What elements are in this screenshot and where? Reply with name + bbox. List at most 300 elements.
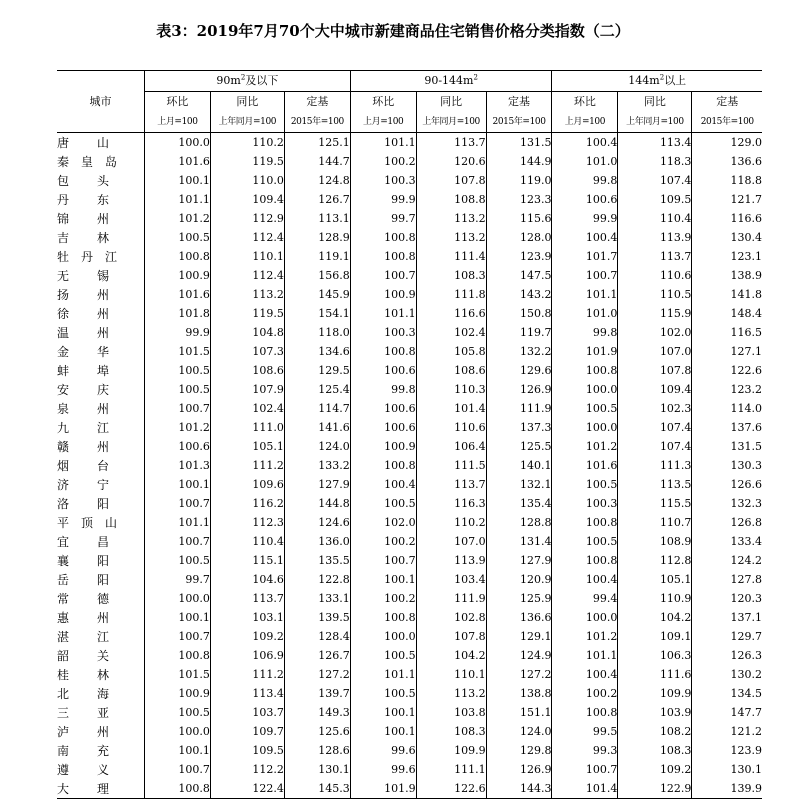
index-value-cell: 127.2 [486,665,552,684]
index-value-cell: 140.1 [486,456,552,475]
index-value-cell: 127.9 [284,475,350,494]
index-value-cell: 110.4 [210,532,284,551]
index-value-cell: 101.1 [552,646,618,665]
index-value-cell: 100.9 [350,285,416,304]
index-value-cell: 100.4 [552,570,618,589]
city-name: 惠 州 [57,610,109,625]
index-value-cell: 139.5 [284,608,350,627]
index-value-cell: 101.2 [552,627,618,646]
city-cell [57,532,144,551]
index-value-cell: 100.8 [552,703,618,722]
index-value-cell: 113.9 [416,551,486,570]
index-value-cell: 99.6 [350,760,416,779]
unit-label: 上年同月=100 [416,112,486,133]
index-value-cell: 113.7 [416,475,486,494]
index-value-cell: 100.9 [144,266,210,285]
index-value-cell: 125.9 [486,589,552,608]
table-row [57,703,762,722]
index-value-cell: 119.1 [284,247,350,266]
index-value-cell: 154.1 [284,304,350,323]
index-value-cell: 113.4 [618,133,692,153]
index-value-cell: 110.6 [416,418,486,437]
city-name: 常 德 [57,591,109,606]
index-value-cell: 111.5 [416,456,486,475]
city-name: 赣 州 [57,439,109,454]
index-value-cell: 100.8 [552,513,618,532]
index-value-cell: 126.9 [486,380,552,399]
city-name: 包 头 [57,173,109,188]
index-value-cell: 100.7 [552,266,618,285]
index-value-cell: 100.8 [350,342,416,361]
index-value-cell: 100.0 [552,418,618,437]
index-value-cell: 132.3 [692,494,762,513]
index-value-cell: 110.9 [618,589,692,608]
index-value-cell: 130.3 [692,456,762,475]
index-value-cell: 100.5 [144,228,210,247]
index-value-cell: 113.2 [416,684,486,703]
index-value-cell: 100.8 [144,779,210,799]
table-row [57,589,762,608]
index-value-cell: 100.1 [350,570,416,589]
index-value-cell: 123.9 [486,247,552,266]
index-value-cell: 111.0 [210,418,284,437]
index-value-cell: 108.6 [416,361,486,380]
index-value-cell: 101.0 [552,152,618,171]
index-value-cell: 145.9 [284,285,350,304]
table-row [57,741,762,760]
index-value-cell: 111.6 [618,665,692,684]
index-value-cell: 125.1 [284,133,350,153]
index-value-cell: 126.7 [284,190,350,209]
table-row [57,665,762,684]
city-cell [57,551,144,570]
table-row [57,779,762,799]
index-value-cell: 100.7 [144,494,210,513]
index-value-cell: 122.8 [284,570,350,589]
index-value-cell: 109.4 [618,380,692,399]
index-value-cell: 131.5 [486,133,552,153]
index-value-cell: 101.6 [552,456,618,475]
city-name: 宜 昌 [57,534,109,549]
city-cell [57,133,144,153]
index-value-cell: 100.8 [552,551,618,570]
index-value-cell: 99.9 [350,190,416,209]
index-value-cell: 150.8 [486,304,552,323]
index-value-cell: 108.8 [416,190,486,209]
sub-header-yoy: 同比 [618,92,692,113]
sub-header-yoy: 同比 [416,92,486,113]
sub-header-base: 定基 [692,92,762,113]
index-value-cell: 110.2 [210,133,284,153]
index-value-cell: 128.8 [486,513,552,532]
index-value-cell: 104.2 [416,646,486,665]
table-row [57,551,762,570]
index-value-cell: 135.4 [486,494,552,513]
index-value-cell: 102.8 [416,608,486,627]
city-cell [57,741,144,760]
city-name: 北 海 [57,686,109,701]
city-cell [57,494,144,513]
index-value-cell: 99.8 [552,171,618,190]
city-name: 湛 江 [57,629,109,644]
index-value-cell: 100.0 [552,608,618,627]
index-value-cell: 105.1 [618,570,692,589]
city-name: 襄 阳 [57,553,109,568]
index-value-cell: 139.7 [284,684,350,703]
table-row [57,532,762,551]
table-row [57,304,762,323]
index-value-cell: 133.1 [284,589,350,608]
city-cell [57,190,144,209]
index-value-cell: 122.6 [692,361,762,380]
table-row [57,133,762,153]
index-value-cell: 100.5 [350,494,416,513]
index-value-cell: 101.5 [144,665,210,684]
index-value-cell: 127.9 [486,551,552,570]
city-name: 无 锡 [57,268,109,283]
index-value-cell: 123.2 [692,380,762,399]
index-value-cell: 100.7 [144,627,210,646]
index-value-cell: 138.9 [692,266,762,285]
index-value-cell: 110.3 [416,380,486,399]
index-value-cell: 100.1 [144,475,210,494]
index-value-cell: 101.0 [552,304,618,323]
index-value-cell: 124.2 [692,551,762,570]
city-name: 平顶山 [57,515,117,530]
city-cell [57,304,144,323]
city-name: 秦皇岛 [57,154,117,169]
index-value-cell: 100.5 [552,532,618,551]
index-value-cell: 113.4 [210,684,284,703]
index-value-cell: 101.1 [350,665,416,684]
index-value-cell: 100.7 [144,532,210,551]
index-value-cell: 128.0 [486,228,552,247]
index-value-cell: 134.6 [284,342,350,361]
unit-label: 上年同月=100 [618,112,692,133]
index-value-cell: 109.6 [210,475,284,494]
index-value-cell: 132.2 [486,342,552,361]
group-header-large: $144m^2$以上 [552,71,762,92]
city-cell [57,171,144,190]
index-value-cell: 127.1 [692,342,762,361]
index-value-cell: 107.4 [618,437,692,456]
city-cell [57,418,144,437]
index-value-cell: 111.2 [210,456,284,475]
table-row [57,342,762,361]
index-value-cell: 113.9 [618,228,692,247]
city-column-header: 城市 [57,71,144,133]
index-value-cell: 103.4 [416,570,486,589]
index-value-cell: 130.4 [692,228,762,247]
index-value-cell: 100.5 [144,703,210,722]
index-value-cell: 100.8 [552,361,618,380]
index-value-cell: 103.1 [210,608,284,627]
index-value-cell: 118.3 [618,152,692,171]
city-name: 九 江 [57,420,109,435]
index-value-cell: 129.1 [486,627,552,646]
index-value-cell: 151.1 [486,703,552,722]
city-name: 岳 阳 [57,572,109,587]
city-name: 牡丹江 [57,249,117,264]
index-value-cell: 100.7 [350,551,416,570]
index-value-cell: 101.9 [552,342,618,361]
table-row [57,247,762,266]
index-value-cell: 139.9 [692,779,762,799]
index-value-cell: 124.0 [486,722,552,741]
index-value-cell: 136.0 [284,532,350,551]
index-value-cell: 127.8 [692,570,762,589]
index-value-cell: 101.4 [552,779,618,799]
index-value-cell: 110.1 [416,665,486,684]
city-name: 唐 山 [57,135,109,150]
index-value-cell: 129.7 [692,627,762,646]
index-value-cell: 107.0 [416,532,486,551]
index-value-cell: 100.7 [350,266,416,285]
sub-header-base: 定基 [284,92,350,113]
index-value-cell: 103.8 [416,703,486,722]
table-row [57,684,762,703]
index-value-cell: 100.4 [552,228,618,247]
index-value-cell: 119.5 [210,152,284,171]
index-value-cell: 141.6 [284,418,350,437]
city-cell [57,627,144,646]
index-value-cell: 100.9 [350,437,416,456]
index-value-cell: 141.8 [692,285,762,304]
unit-label: 上月=100 [552,112,618,133]
index-value-cell: 112.4 [210,228,284,247]
unit-label: 2015年=100 [284,112,350,133]
index-value-cell: 100.3 [552,494,618,513]
table-row [57,190,762,209]
index-value-cell: 111.2 [210,665,284,684]
index-value-cell: 126.7 [284,646,350,665]
city-name: 吉 林 [57,230,109,245]
index-value-cell: 107.4 [618,171,692,190]
city-cell [57,779,144,799]
city-cell [57,646,144,665]
index-value-cell: 149.3 [284,703,350,722]
city-name: 丹 东 [57,192,109,207]
index-value-cell: 115.5 [618,494,692,513]
index-value-cell: 112.9 [210,209,284,228]
index-value-cell: 135.5 [284,551,350,570]
index-value-cell: 113.7 [618,247,692,266]
index-value-cell: 137.6 [692,418,762,437]
city-cell [57,684,144,703]
city-name: 金 华 [57,344,109,359]
index-value-cell: 100.6 [350,418,416,437]
index-value-cell: 101.2 [144,418,210,437]
index-value-cell: 100.0 [350,627,416,646]
index-value-cell: 106.9 [210,646,284,665]
index-value-cell: 99.7 [350,209,416,228]
index-value-cell: 109.1 [618,627,692,646]
index-value-cell: 102.0 [350,513,416,532]
city-cell [57,285,144,304]
index-value-cell: 104.6 [210,570,284,589]
index-value-cell: 101.9 [350,779,416,799]
index-value-cell: 129.0 [692,133,762,153]
index-value-cell: 100.6 [552,190,618,209]
index-value-cell: 118.8 [692,171,762,190]
index-value-cell: 110.1 [210,247,284,266]
index-value-cell: 100.1 [144,741,210,760]
index-value-cell: 107.8 [416,627,486,646]
city-cell [57,760,144,779]
index-value-cell: 107.8 [416,171,486,190]
city-cell [57,722,144,741]
index-value-cell: 100.4 [552,133,618,153]
index-value-cell: 131.5 [692,437,762,456]
index-value-cell: 113.7 [416,133,486,153]
city-cell [57,608,144,627]
index-value-cell: 113.2 [210,285,284,304]
index-value-cell: 119.7 [486,323,552,342]
index-value-cell: 125.5 [486,437,552,456]
index-value-cell: 101.5 [144,342,210,361]
index-value-cell: 100.9 [144,684,210,703]
index-value-cell: 100.2 [350,589,416,608]
index-value-cell: 100.5 [144,380,210,399]
table-row [57,228,762,247]
city-cell [57,570,144,589]
index-value-cell: 116.3 [416,494,486,513]
index-value-cell: 124.9 [486,646,552,665]
index-value-cell: 103.9 [618,703,692,722]
city-name: 三 亚 [57,705,109,720]
index-value-cell: 116.6 [416,304,486,323]
city-cell [57,247,144,266]
index-value-cell: 109.7 [210,722,284,741]
index-value-cell: 110.5 [618,285,692,304]
index-value-cell: 120.6 [416,152,486,171]
index-value-cell: 114.0 [692,399,762,418]
index-value-cell: 99.9 [144,323,210,342]
city-cell [57,266,144,285]
index-value-cell: 125.6 [284,722,350,741]
index-value-cell: 112.8 [618,551,692,570]
table-row [57,760,762,779]
index-value-cell: 100.4 [350,475,416,494]
index-value-cell: 100.1 [350,722,416,741]
index-value-cell: 102.0 [618,323,692,342]
table-row [57,627,762,646]
table-row [57,171,762,190]
index-value-cell: 109.5 [210,741,284,760]
table-row [57,494,762,513]
table-row [57,608,762,627]
index-value-cell: 100.5 [350,646,416,665]
index-value-cell: 113.7 [210,589,284,608]
index-value-cell: 100.4 [552,665,618,684]
index-value-cell: 100.8 [144,646,210,665]
index-value-cell: 132.1 [486,475,552,494]
table-row [57,513,762,532]
index-value-cell: 109.9 [618,684,692,703]
header-row-groups [57,71,762,92]
index-value-cell: 128.9 [284,228,350,247]
table-row [57,475,762,494]
index-value-cell: 105.1 [210,437,284,456]
unit-label: 上月=100 [350,112,416,133]
index-value-cell: 101.4 [416,399,486,418]
city-name: 南 充 [57,743,109,758]
index-value-cell: 129.5 [284,361,350,380]
index-value-cell: 100.3 [350,171,416,190]
index-value-cell: 110.4 [618,209,692,228]
index-value-cell: 126.9 [486,760,552,779]
index-value-cell: 126.8 [692,513,762,532]
index-value-cell: 133.2 [284,456,350,475]
sub-header-mom: 环比 [144,92,210,113]
index-value-cell: 101.1 [144,190,210,209]
index-value-cell: 104.2 [618,608,692,627]
index-value-cell: 107.9 [210,380,284,399]
index-value-cell: 101.1 [350,133,416,153]
table-body [57,133,762,799]
index-value-cell: 99.8 [552,323,618,342]
index-value-cell: 111.8 [416,285,486,304]
index-value-cell: 143.2 [486,285,552,304]
index-value-cell: 125.4 [284,380,350,399]
index-value-cell: 99.3 [552,741,618,760]
city-cell [57,209,144,228]
sub-header-base: 定基 [486,92,552,113]
index-value-cell: 100.8 [144,247,210,266]
index-value-cell: 101.7 [552,247,618,266]
header-row-units [57,112,762,133]
city-cell [57,323,144,342]
index-value-cell: 115.1 [210,551,284,570]
unit-label: 2015年=100 [486,112,552,133]
index-value-cell: 107.8 [618,361,692,380]
index-value-cell: 147.7 [692,703,762,722]
index-value-cell: 111.9 [416,589,486,608]
index-value-cell: 133.4 [692,532,762,551]
index-value-cell: 112.3 [210,513,284,532]
price-index-table [57,70,762,799]
index-value-cell: 107.4 [618,418,692,437]
index-value-cell: 122.6 [416,779,486,799]
index-value-cell: 124.0 [284,437,350,456]
index-value-cell: 100.2 [350,532,416,551]
index-value-cell: 112.4 [210,266,284,285]
index-value-cell: 111.4 [416,247,486,266]
index-value-cell: 100.6 [350,399,416,418]
unit-label: 上年同月=100 [210,112,284,133]
index-value-cell: 116.2 [210,494,284,513]
index-value-cell: 99.7 [144,570,210,589]
city-name: 大 理 [57,781,109,796]
index-value-cell: 129.8 [486,741,552,760]
index-value-cell: 111.1 [416,760,486,779]
city-name: 锦 州 [57,211,109,226]
index-value-cell: 101.2 [144,209,210,228]
index-value-cell: 108.6 [210,361,284,380]
city-cell [57,152,144,171]
index-value-cell: 99.8 [350,380,416,399]
index-value-cell: 100.0 [144,589,210,608]
index-value-cell: 113.5 [618,475,692,494]
index-value-cell: 100.1 [350,703,416,722]
index-value-cell: 100.8 [350,608,416,627]
index-value-cell: 124.8 [284,171,350,190]
index-value-cell: 124.6 [284,513,350,532]
table-row [57,418,762,437]
index-value-cell: 108.2 [618,722,692,741]
table-row [57,437,762,456]
city-name: 遵 义 [57,762,109,777]
